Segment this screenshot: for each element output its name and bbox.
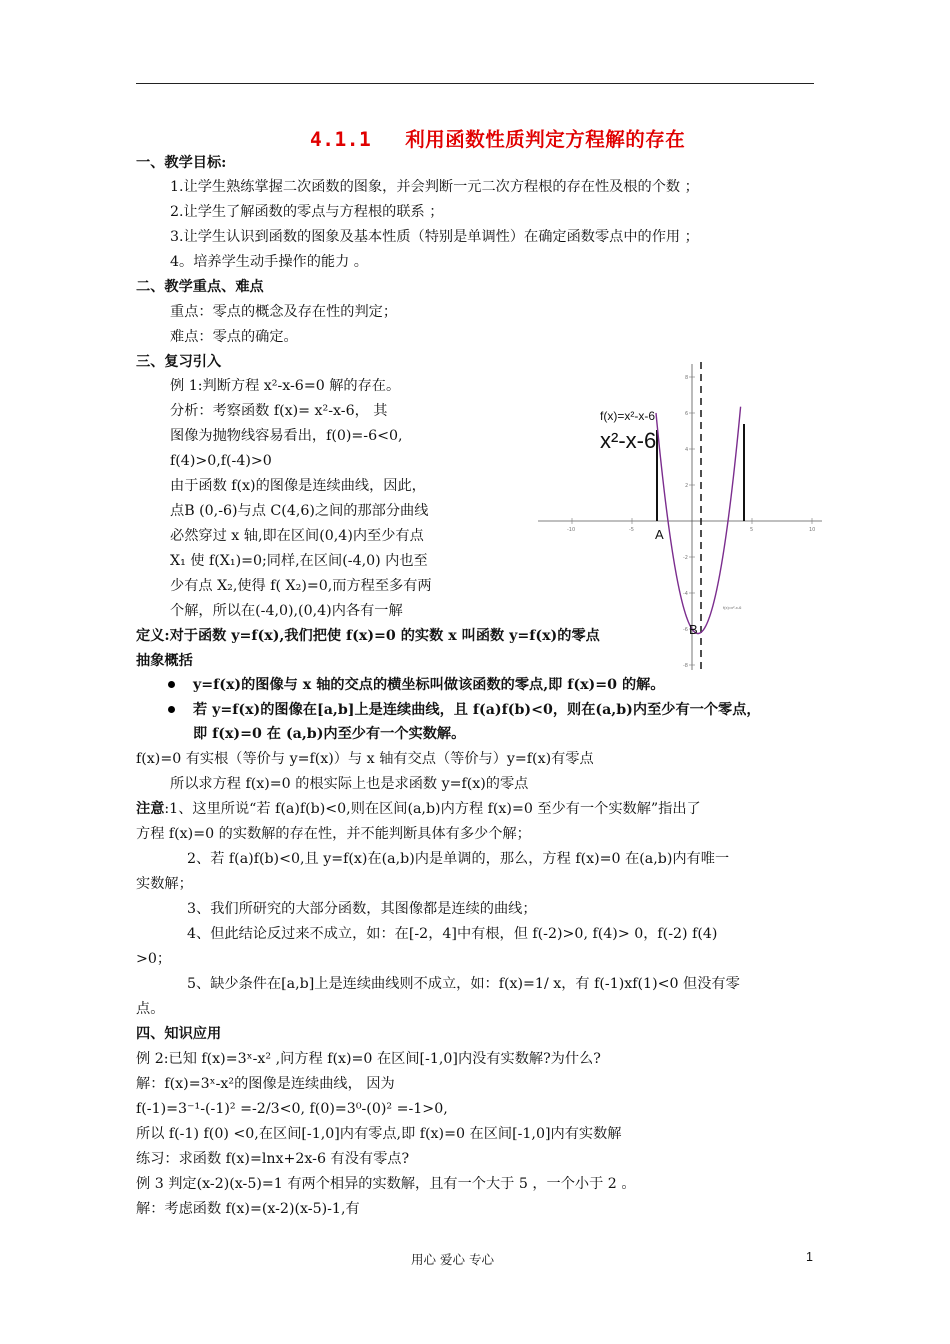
review-line: 个解，所以在(-4,0),(0,4)内各有一解 <box>170 603 403 619</box>
review-line: 少有点 X₂,使得 f( X₂)=0,而方程至多有两 <box>170 578 432 594</box>
definition-text: 定义:对于函数 y=f(x),我们把使 f(x)=0 的实数 x 叫函数 y=f(x)的零点 <box>136 628 600 644</box>
graph-label-fx: f(x)=x²-x-6 <box>600 409 655 423</box>
title-number: 4.1.1 <box>310 128 372 151</box>
review-line: 图像为抛物线容易看出，f(0)=-6<0, <box>170 428 403 444</box>
page-footer: 用心 爱心 专心 <box>411 1252 494 1267</box>
tick-label: -2 <box>683 555 688 561</box>
goal-item: 4。培养学生动手操作的能力 。 <box>170 254 368 270</box>
parabola-curve <box>656 407 741 634</box>
title-text: 利用函数性质判定方程解的存在 <box>405 128 686 151</box>
goal-item: 2.让学生了解函数的零点与方程根的联系 ； <box>170 204 444 220</box>
goal-item: 3.让学生认识到函数的图象及基本性质（特别是单调性）在确定函数零点中的作用 ； <box>170 229 699 245</box>
section-heading-goals: 一、教学目标: <box>136 155 227 171</box>
note-line: 2、若 f(a)f(b)<0,且 y=f(x)在(a,b)内是单调的，那么，方程 f(x)=0 在(a,b)内有唯一 <box>187 851 730 867</box>
header-rule <box>136 83 814 84</box>
note-line: 点。 <box>136 1001 165 1017</box>
tick-label: 6 <box>685 411 689 417</box>
note-line: 4、但此结论反过来不成立，如：在[-2，4]中有根，但 f(-2)>0, f(4)> 0，f(-2) f(4) <box>187 926 718 942</box>
bullet-item: 若 y=f(x)的图像在[a,b]上是连续曲线，且 f(a)f(b)<0，则在(a,b)内至少有一个零点， <box>193 702 761 718</box>
review-line: f(4)>0,f(-4)>0 <box>170 453 272 469</box>
tick-label: 5 <box>750 527 754 533</box>
key-point: 重点：零点的概念及存在性的判定； <box>170 304 398 320</box>
note-line: 方程 f(x)=0 的实数解的存在性，并不能判断具体有多少个解； <box>136 826 531 842</box>
equivalence-line: f(x)=0 有实根（等价与 y=f(x)）与 x 轴有交点（等价与）y=f(x)有零点 <box>136 751 594 767</box>
abstract-heading: 抽象概括 <box>136 653 193 669</box>
note-text: :1、这里所说“若 f(a)f(b)<0,则在区间(a,b)内方程 f(x)=0 至少有一个实数解”指出了 <box>164 801 701 817</box>
application-line: f(-1)=3⁻¹-(-1)² =-2/3<0, f(0)=3⁰-(0)² =-1>0, <box>136 1101 448 1117</box>
application-line: 解：考虑函数 f(x)=(x-2)(x-5)-1,有 <box>136 1201 360 1217</box>
goal-item: 1.让学生熟练掌握二次函数的图象，并会判断一元二次方程根的存在性及根的个数 ； <box>170 179 699 195</box>
bullet-item-continued: 即 f(x)=0 在 (a,b)内至少有一个实数解。 <box>193 726 466 742</box>
tick-label: 4 <box>685 447 689 453</box>
section-heading-key: 二、教学重点、难点 <box>136 279 264 295</box>
equivalence-line: 所以求方程 f(x)=0 的根实际上也是求函数 y=f(x)的零点 <box>170 776 529 792</box>
section-heading-review: 三、复习引入 <box>136 354 222 370</box>
tick-label: 8 <box>685 375 689 381</box>
page-number: 1 <box>806 1250 813 1264</box>
note-line: 3、我们所研究的大部分函数，其图像都是连续的曲线； <box>187 901 537 917</box>
note-line: >0； <box>136 951 172 967</box>
review-line: 分析：考察函数 f(x)= x²-x-6， 其 <box>170 403 388 419</box>
note-line: 5、缺少条件在[a,b]上是连续曲线则不成立，如：f(x)=1/ x，有 f(-1)xf(1)<0 但没有零 <box>187 976 740 992</box>
tick-label: 10 <box>809 527 816 533</box>
difficult-point: 难点：零点的确定。 <box>170 329 298 345</box>
note-line: 实数解； <box>136 876 193 892</box>
bullet-item: y=f(x)的图像与 x 轴的交点的横坐标叫做该函数的零点,即 f(x)=0 的解。 <box>193 677 665 693</box>
tick-label: -5 <box>629 527 634 533</box>
section-heading-application: 四、知识应用 <box>136 1026 222 1042</box>
tick-label: -4 <box>683 591 688 597</box>
review-line: 例 1:判断方程 x²-x-6=0 解的存在。 <box>170 378 401 394</box>
application-line: 例 3 判定(x-2)(x-5)=1 有两个相异的实数解，且有一个大于 5 ，一个小于 2 。 <box>136 1176 636 1192</box>
application-line: 解：f(x)=3ˣ-x²的图像是连续曲线， 因为 <box>136 1076 395 1092</box>
tick-label: -10 <box>567 527 576 533</box>
bullet-dot <box>168 706 175 713</box>
review-line: 由于函数 f(x)的图像是连续曲线，因此， <box>170 478 426 494</box>
point-b-label: B <box>689 622 698 637</box>
application-line: 例 2:已知 f(x)=3ˣ-x² ,问方程 f(x)=0 在区间[-1,0]内没有实数解?为什么? <box>136 1051 601 1067</box>
tick-label: -8 <box>683 663 688 669</box>
graph-label-big: x²-x-6 <box>600 428 657 453</box>
bullet-dot <box>168 681 175 688</box>
notes-label: 注意 <box>136 801 165 817</box>
page-title <box>310 124 685 152</box>
review-line: X₁ 使 f(X₁)=0;同样,在区间(-4,0) 内也至 <box>170 553 428 569</box>
application-line: 所以 f(-1) f(0) <0,在区间[-1,0]内有零点,即 f(x)=0 在区间[-1,0]内有实数解 <box>136 1126 622 1142</box>
application-line: 练习：求函数 f(x)=lnx+2x-6 有没有零点? <box>136 1151 410 1167</box>
review-line: 必然穿过 x 轴,即在区间(0,4)内至少有点 <box>170 528 424 544</box>
point-a-label: A <box>655 527 664 542</box>
curve-label: f(x)=x²-x-6 <box>723 605 742 610</box>
review-line: 点B (0,-6)与点 C(4,6)之间的那部分曲线 <box>170 503 429 519</box>
note-line <box>136 799 701 819</box>
tick-label: 2 <box>685 483 689 489</box>
tick-label: -6 <box>683 627 688 633</box>
